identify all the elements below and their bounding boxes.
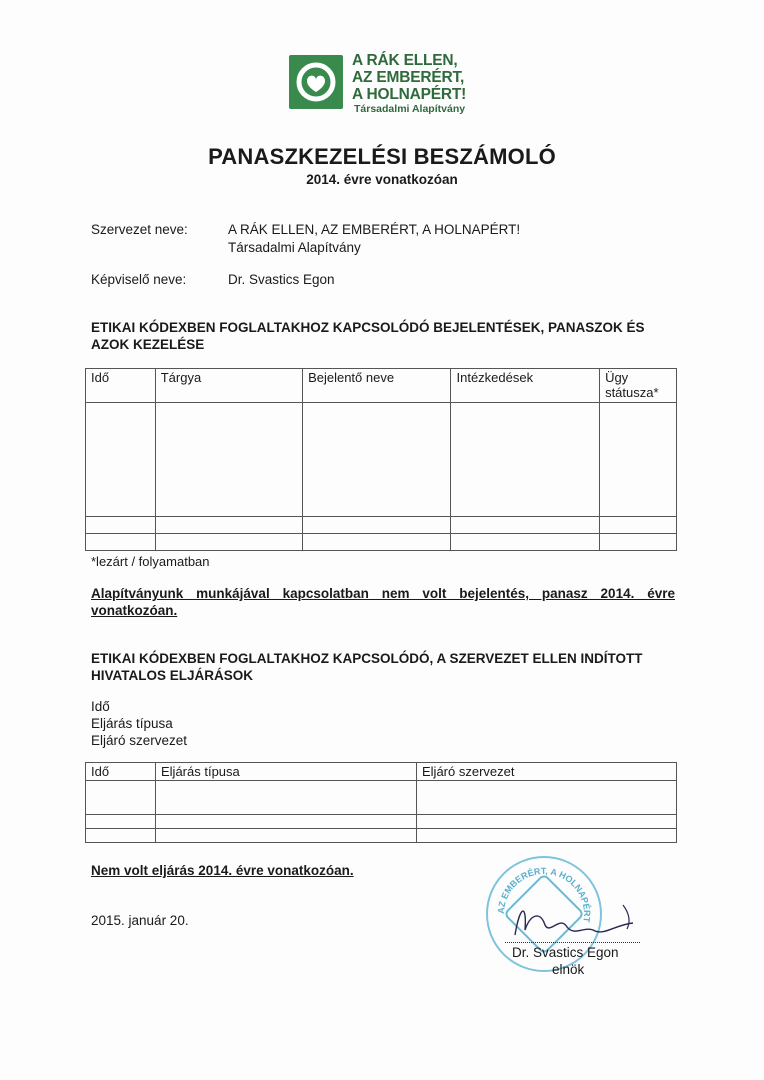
org-value-line2: Társadalmi Alapítvány — [228, 240, 361, 255]
rep-label: Képviselő neve: — [91, 272, 187, 287]
footnote: *lezárt / folyamatban — [91, 554, 210, 569]
handwritten-signature — [505, 895, 645, 945]
table-header-row — [86, 763, 677, 781]
col-header: Bejelentő neve — [303, 369, 451, 403]
table-row — [86, 829, 677, 843]
col-header: Intézkedések — [451, 369, 600, 403]
page-title: PANASZKEZELÉSI BESZÁMOLÓ — [208, 144, 556, 169]
rep-value: Dr. Svastics Egon — [228, 272, 335, 287]
section1-note-line2: vonatkozóan. — [91, 603, 178, 618]
col-header: Idő — [86, 763, 156, 781]
col-header: Eljáró szervezet — [417, 763, 677, 781]
org-label: Szervezet neve: — [91, 222, 188, 237]
document-date: 2015. január 20. — [91, 913, 189, 928]
list-item: Eljáró szervezet — [91, 733, 188, 748]
signatory-role: elnök — [552, 962, 585, 977]
section2-note: Nem volt eljárás 2014. évre vonatkozóan. — [91, 863, 354, 878]
section1-heading-line2: AZOK KEZELÉSE — [91, 337, 205, 352]
logo-wordmark: A RÁK ELLEN, AZ EMBERÉRT, A HOLNAPÉRT! — [352, 52, 467, 103]
table-row — [86, 517, 677, 534]
table-row — [86, 534, 677, 551]
logo-mark — [289, 55, 343, 109]
col-header: Eljárás típusa — [156, 763, 417, 781]
col-header: Idő — [86, 369, 156, 403]
section1-heading-line1: ETIKAI KÓDEXBEN FOGLALTAKHOZ KAPCSOLÓDÓ BEJELENTÉSEK, PANASZOK ÉS — [91, 320, 645, 335]
org-value-line1: A RÁK ELLEN, AZ EMBERÉRT, A HOLNAPÉRT! — [228, 222, 521, 237]
svg-text:AZ EMBERÉRT, A HOLNAPÉRT: AZ EMBERÉRT, A HOLNAPÉRT — [496, 866, 592, 923]
table-row — [86, 781, 677, 815]
signature-line — [505, 942, 640, 943]
table-row — [86, 403, 677, 517]
list-item: Eljárás típusa — [91, 716, 173, 731]
col-header: Ügy státusza* — [600, 369, 677, 403]
proceedings-table — [85, 762, 677, 843]
section2-heading-line2: HIVATALOS ELJÁRÁSOK — [91, 668, 254, 683]
section1-note-line1: Alapítványunk munkájával kapcsolatban nem volt bejelentés, panasz 2014. évre — [91, 586, 675, 601]
table-row — [86, 815, 677, 829]
table-header-row — [86, 369, 677, 403]
section2-heading-line1: ETIKAI KÓDEXBEN FOGLALTAKHOZ KAPCSOLÓDÓ, A SZERVEZET ELLEN INDÍTOTT — [91, 651, 643, 666]
complaints-table — [85, 368, 677, 551]
signatory-name: Dr. Svastics Egon — [512, 945, 619, 960]
list-item: Idő — [91, 699, 110, 714]
page-subtitle: 2014. évre vonatkozóan — [306, 172, 458, 187]
logo-heart-icon — [289, 55, 343, 109]
col-header: Tárgya — [155, 369, 302, 403]
logo-subtitle: Társadalmi Alapítvány — [354, 103, 466, 115]
